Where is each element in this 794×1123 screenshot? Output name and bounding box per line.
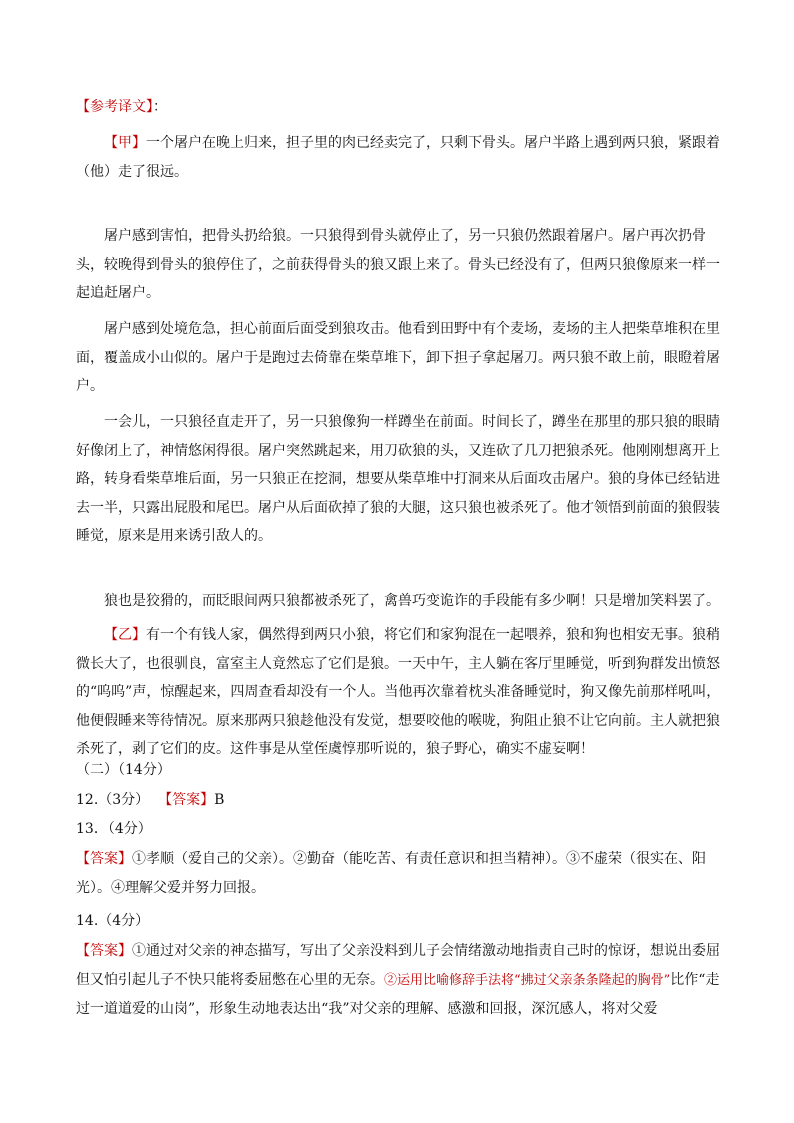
q12-label: 12.（3分） — [76, 792, 150, 808]
q13-answer-label: 【答案】 — [76, 851, 132, 867]
yi-label: 【乙】 — [104, 627, 146, 643]
q14-answer-paragraph — [76, 937, 726, 1024]
q12-answer-label: 【答案】 — [158, 792, 215, 808]
q14-label: 14.（4分） — [76, 913, 150, 929]
translation-heading-label: 【参考译文】 — [76, 99, 153, 115]
jia-paragraph-2: 屠户感到害怕，把骨头扔给狼。一只狼得到骨头就停止了，另一只狼仍然跟着屠户。屠户再次扔骨头，较晚得到骨头的狼停住了，之前获得骨头的狼又跟上来了。骨头已经没有了，但两只狼像原来一样一起追赶屠户。 — [76, 228, 720, 302]
jia-paragraph-4: 一会儿，一只狼径直走开了，另一只狼像狗一样蹲坐在前面。时间长了，蹲坐在那里的那只狼的眼睛好像闭上了，神情悠闲得很。屠户突然跳起来，用刀砍狼的头，又连砍了几刀把狼杀死。他刚刚想离开上路，转身看柴草堆后面，另一只狼正在挖洞，想要从柴草堆中打洞来从后面攻击屠户。狼的身体已经钻进去一半，只露出屁股和尾巴。屠户从后面砍掉了狼的大腿，这只狼也被杀死了。他才领悟到前面的狼假装睡觉，原来是用来诱引敌人的。 — [76, 414, 720, 545]
q13-label: 13．（4分） — [76, 821, 152, 837]
translation-heading-colon: ： — [153, 99, 167, 115]
q13-answer: ①孝顺（爱自己的父亲）。②勤奋（能吃苦、有责任意识和担当精神）。③不虚荣（很实在、阳光）。④理解父爱并努力回报。 — [76, 851, 706, 896]
q12-line — [76, 786, 726, 815]
yi-paragraph-text: 有一个有钱人家，偶然得到两只小狼，将它们和家狗混在一起喂养，狼和狗也相安无事。狼稍微长大了，也很驯良，富室主人竟然忘了它们是狼。一天中午，主人躺在客厅里睡觉，听到狗群发出愤怒的“呜呜”声，惊醒起来，四周查看却没有一个人。当他再次靠着枕头准备睡觉时，狗又像先前那样吼叫，他便假睡来等待情况。原来那两只狼趁他没有发觉，想要咬他的喉咙，狗阻止狼不让它向前。主人就把狼杀死了，剥了它们的皮。这件事是从堂侄虞惇那听说的，狼子野心，确实不虚妄啊！ — [76, 627, 721, 758]
q14-answer-part-b: 比作“走过一道道爱的山岗”，形象生动地表达出“我”对父亲的理解、感激和回报，深沉感人，将对父爱 — [76, 971, 720, 1018]
q13-answer-paragraph — [76, 845, 726, 902]
jia-label: 【甲】 — [104, 135, 146, 151]
translation-heading — [76, 93, 726, 122]
jia-paragraph-1 — [76, 129, 726, 186]
jia-paragraph-3: 屠户感到处境危急，担心前面后面受到狼攻击。他看到田野中有个麦场，麦场的主人把柴草堆积在里面，覆盖成小山似的。屠户于是跑过去倚靠在柴草堆下，卸下担子拿起屠刀。两只狼不敢上前，眼瞪着屠户。 — [76, 321, 720, 395]
jia-paragraph-1-text: 一个屠户在晚上归来，担子里的肉已经卖完了，只剩下骨头。屠户半路上遇到两只狼，紧跟着（他）走了很远。 — [76, 135, 720, 180]
jia-paragraph-5: 狼也是狡猾的，而眨眼间两只狼都被杀死了，禽兽巧变诡诈的手段能有多少啊！只是增加笑料罢了。 — [104, 593, 720, 609]
q14-answer-part-b-highlight: ②运用比喻修辞手法将“拂过父亲条条隆起的胸骨” — [384, 972, 671, 988]
yi-paragraph — [76, 621, 726, 764]
q14-answer-label: 【答案】 — [76, 943, 132, 959]
q14-answer-part-a: ①通过对父亲的神态描写，写出了父亲没料到儿子会情绪激动地指责自己时的惊讶，想说出委屈但又怕引起儿子不快只能将委屈憋在心里的无奈。 — [76, 943, 720, 988]
section-2-title: （二）（14分） — [76, 762, 171, 778]
q12-answer: B — [214, 792, 225, 808]
